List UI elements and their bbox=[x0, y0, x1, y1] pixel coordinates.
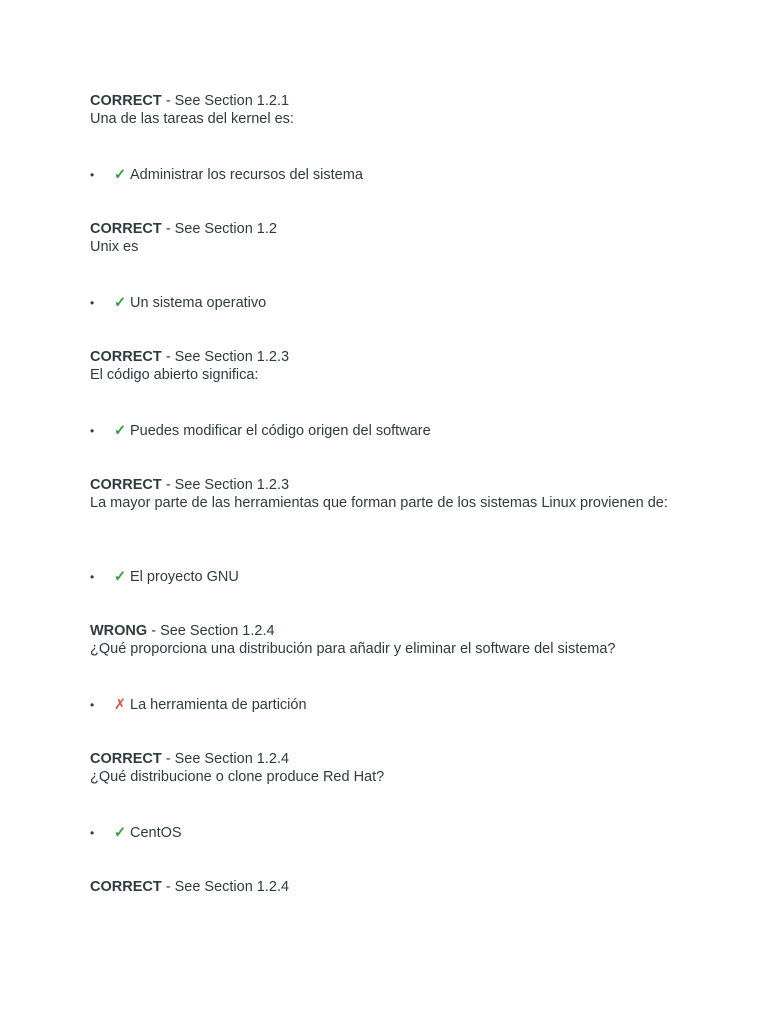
result-status: CORRECT bbox=[90, 349, 162, 365]
result-line bbox=[90, 92, 680, 110]
question-text: ¿Qué distribucione o clone produce Red Hat? bbox=[90, 769, 385, 785]
section-reference: - See Section 1.2.4 bbox=[161, 751, 290, 767]
question-text: Una de las tareas del kernel es: bbox=[90, 111, 294, 127]
check-icon: ✓ bbox=[114, 423, 127, 439]
quiz-item bbox=[90, 622, 680, 713]
bullet-point: • bbox=[90, 424, 95, 438]
check-icon: ✓ bbox=[114, 825, 127, 841]
section-reference: - See Section 1.2.3 bbox=[161, 477, 290, 493]
quiz-item bbox=[90, 878, 680, 896]
check-icon: ✓ bbox=[114, 569, 127, 585]
quiz-item bbox=[90, 750, 680, 841]
result-line bbox=[90, 348, 680, 366]
result-line bbox=[90, 878, 680, 896]
question-text: La mayor parte de las herramientas que forman parte de los sistemas Linux provienen de: bbox=[90, 495, 668, 511]
answer-text: El proyecto GNU bbox=[130, 569, 239, 585]
answer-row bbox=[90, 696, 307, 714]
bullet-point: • bbox=[90, 168, 95, 182]
check-icon: ✓ bbox=[114, 295, 127, 311]
bullet-point: • bbox=[90, 698, 95, 712]
check-icon: ✓ bbox=[114, 167, 127, 183]
section-reference: - See Section 1.2.3 bbox=[161, 349, 290, 365]
answer-text: La herramienta de partición bbox=[130, 697, 307, 713]
question-text: El código abierto significa: bbox=[90, 367, 259, 383]
answer-text: Un sistema operativo bbox=[130, 295, 267, 311]
result-status: CORRECT bbox=[90, 879, 162, 895]
quiz-item bbox=[90, 220, 680, 311]
quiz-item bbox=[90, 476, 680, 585]
answer-row bbox=[90, 166, 363, 184]
answer-text: Puedes modificar el código origen del software bbox=[130, 423, 431, 439]
result-status: WRONG bbox=[90, 623, 148, 639]
result-status: CORRECT bbox=[90, 751, 162, 767]
cross-icon: ✗ bbox=[114, 697, 127, 713]
section-reference: - See Section 1.2.4 bbox=[161, 879, 290, 895]
result-status: CORRECT bbox=[90, 477, 162, 493]
result-line bbox=[90, 622, 680, 640]
answer-row bbox=[90, 422, 431, 440]
question-text: ¿Qué proporciona una distribución para añadir y eliminar el software del sistema? bbox=[90, 641, 616, 657]
result-line bbox=[90, 220, 680, 238]
result-line bbox=[90, 476, 680, 494]
section-reference: - See Section 1.2.1 bbox=[161, 93, 290, 109]
section-reference: - See Section 1.2.4 bbox=[147, 623, 275, 639]
answer-row bbox=[90, 568, 239, 586]
answer-row bbox=[90, 294, 266, 312]
section-reference: - See Section 1.2 bbox=[161, 221, 277, 237]
quiz-item bbox=[90, 348, 680, 439]
bullet-point: • bbox=[90, 296, 95, 310]
answer-text: Administrar los recursos del sistema bbox=[130, 167, 363, 183]
bullet-point: • bbox=[90, 826, 95, 840]
result-status: CORRECT bbox=[90, 221, 162, 237]
answer-text: CentOS bbox=[130, 825, 182, 841]
quiz-item bbox=[90, 92, 680, 183]
question-text: Unix es bbox=[90, 239, 139, 255]
bullet-point: • bbox=[90, 570, 95, 584]
result-line bbox=[90, 750, 680, 768]
result-status: CORRECT bbox=[90, 93, 162, 109]
answer-row bbox=[90, 824, 182, 842]
